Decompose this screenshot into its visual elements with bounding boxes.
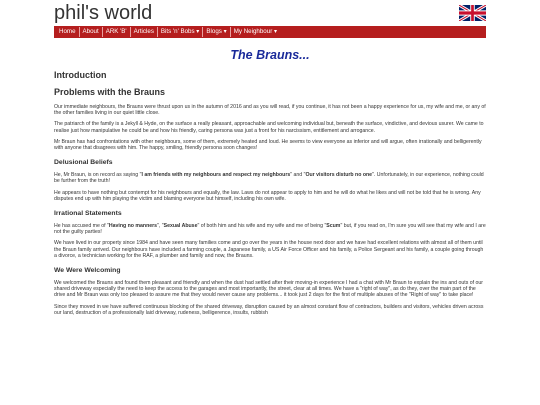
paragraph: We have lived in our property since 1984 and have seen many families come and go over the years in the house next door and we have had excellent relations with almost all of them until the Braun family arrived. Our neighbours have included a farming couple, a Japanese family, a US Air Force Officer and his family, a Police Sergeant and his family, a couple going through a divorce, a technician working for the RAF, a plumber and family and now, the Brauns. (54, 240, 484, 259)
text-span: " and " (290, 172, 306, 179)
site-title[interactable]: phil's world (54, 2, 153, 24)
nav-blogs[interactable]: Blogs ▾ (203, 27, 230, 37)
text-span: ", " (157, 223, 164, 230)
text-span: He, Mr Braun, is on record as saying " (54, 172, 142, 179)
paragraph: Mr Braun has had confrontations with other neighbours, some of them, extremely heated and loud. He seems to view everyone as inferior and will argue, often irrationally and belligerently with anyone that disagrees with him. The happy, smiling, friendly persona soon changes! (54, 138, 482, 152)
article-content (54, 70, 486, 316)
quote: Scum (326, 223, 341, 230)
paragraph: The patriarch of the family is a Jekyll & Hyde, on the surface a really pleasant, approachable and welcoming individual but, beneath the surface, vindictive, and devious usurer. We came to realise just how manipulative he could be and how his friendly, caring persona was just a front for his narcissism, entitlement and arrogance. (54, 121, 484, 134)
irrational-statements-heading: Irrational Statements (54, 210, 122, 218)
quote: Having no manners (108, 223, 158, 230)
page-title: The Brauns... (230, 48, 310, 62)
text-span: " but, if you read on, I'm sure you will see that my wife and I are not the guilty parties! (54, 223, 486, 236)
quote: Sexual Abuse (163, 223, 198, 230)
nav-articles[interactable]: Articles (131, 27, 158, 37)
we-were-welcoming-heading: We Were Welcoming (54, 267, 121, 275)
nav-about[interactable]: About (80, 27, 103, 37)
uk-flag-icon[interactable] (459, 5, 486, 21)
text-span: ". Unfortunately, in our experience, nothing could be further from the truth! (54, 172, 484, 185)
quote: Our visitors disturb no one (305, 172, 373, 179)
nav-home[interactable]: Home (56, 27, 80, 37)
problems-heading: Problems with the Brauns (54, 87, 166, 97)
quote: I am friends with my neighbours and respect my neighbours (141, 172, 291, 179)
nav-bits-n-bobs[interactable]: Bits 'n' Bobs ▾ (158, 27, 204, 37)
delusional-beliefs-heading: Delusional Beliefs (54, 159, 113, 167)
introduction-heading: Introduction (54, 70, 107, 80)
main-navigation (54, 26, 486, 38)
paragraph: We welcomed the Brauns and found them pleasant and friendly and when the dust had settled after their moving-in experience I had a chat with Mr Braun to explain the ins and outs of our shared driveway especially the need to keep the access to the garages and most importantly, the street, clear at all times. We have a "right of way", as do they, over the main part of the drive and Mr Braun was only too pleased to assure me that they would never cause any problems... it took just 2 days for the first of multiple abuses of the "Right of way" to take place! (54, 280, 483, 299)
text-span: " of both him and his wife and my wife and me of being " (197, 223, 327, 230)
paragraph (54, 172, 486, 184)
paragraph (54, 223, 486, 235)
nav-ark-b[interactable]: ARK 'B' (103, 27, 131, 37)
paragraph: Our immediate neighbours, the Brauns were thrust upon us in the autumn of 2016 and as you will read, if you continue, it has not been a happy experience for us, my wife and me, or any of the other families living in our quiet little close. (54, 104, 486, 117)
paragraph: Since they moved in we have suffered continuous blocking of the shared driveway, disruption caused by an almost constant flow of contractors, builders and visitors, vehicles driven across our land, destruction of a professionally laid driveway, rudeness, belligerence, insults, rubbish (54, 303, 484, 316)
text-span: He has accused me of " (54, 223, 109, 230)
site-header (54, 0, 486, 26)
nav-my-neighbour[interactable]: My Neighbour ▾ (233, 28, 278, 35)
paragraph: He appears to have nothing but contempt for his neighbours and equally, the law. Laws do not appear to apply to him and he will do what he likes and will not be told that he is wrong. Any disputes end up with him playing the victim and blaming everyone but himself, including his own wife. (54, 189, 481, 202)
